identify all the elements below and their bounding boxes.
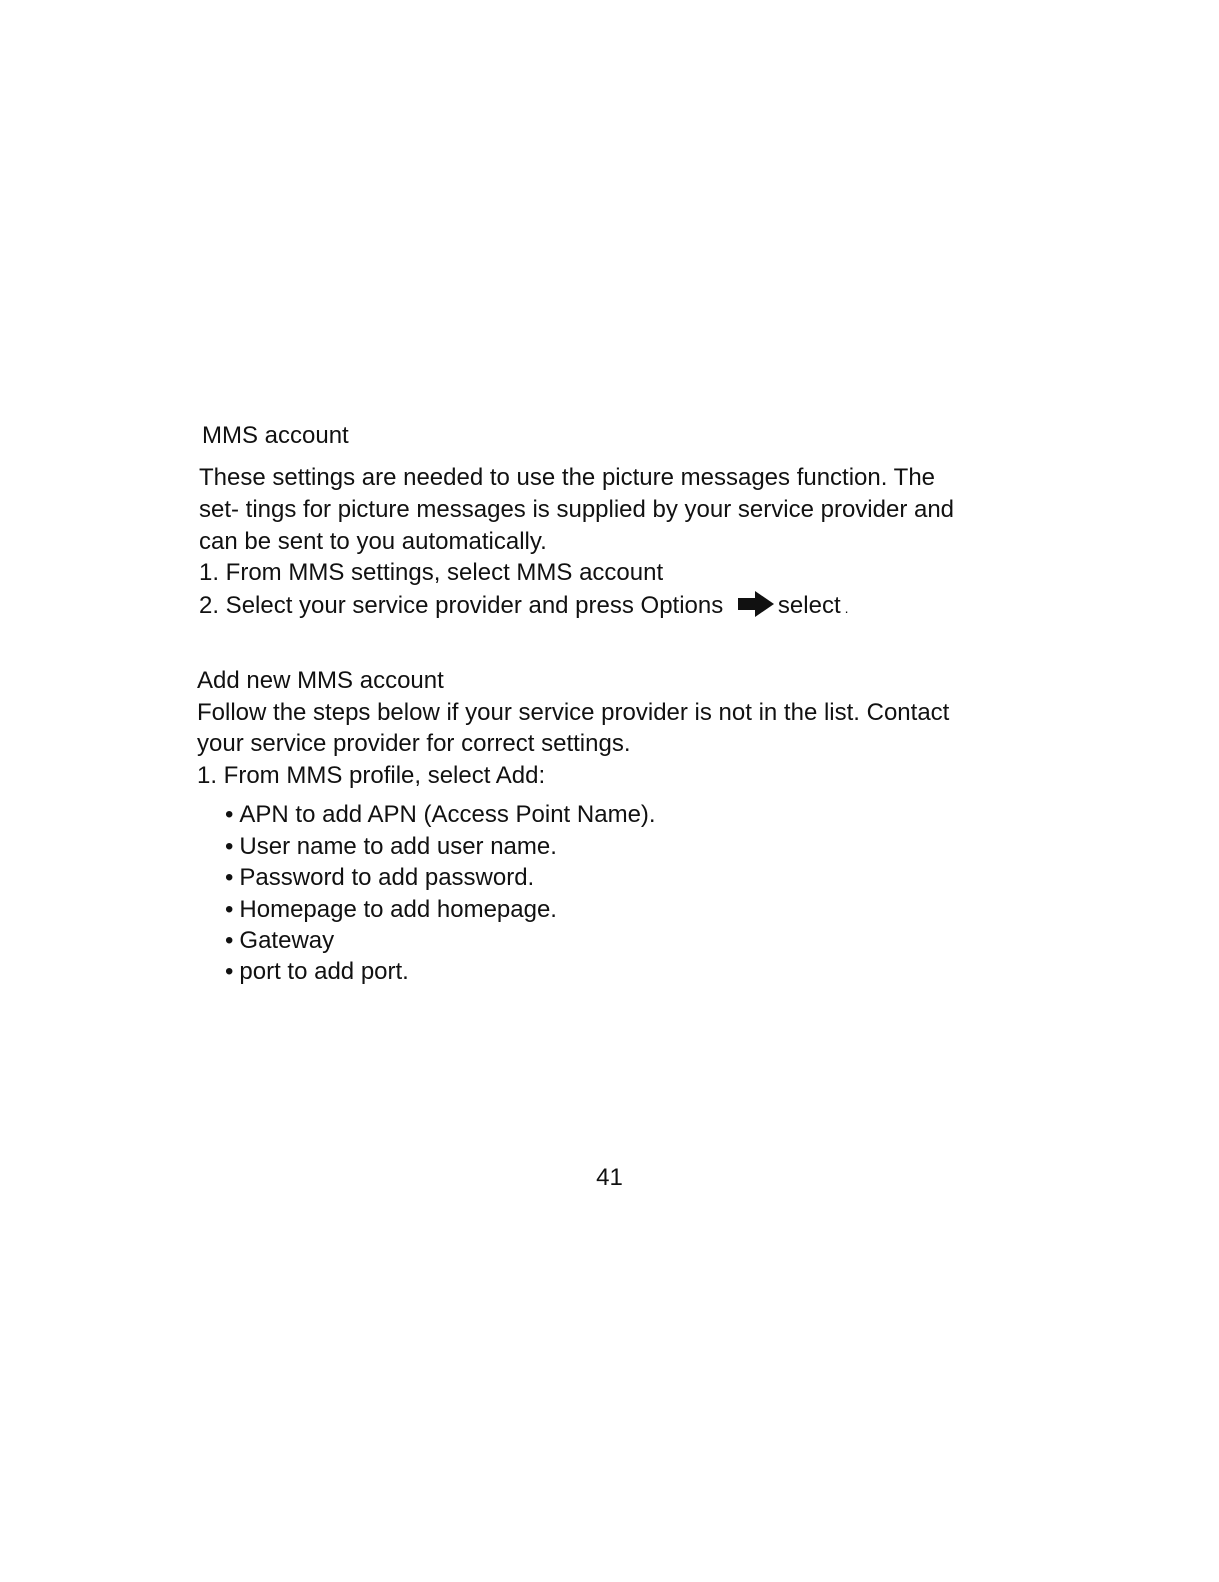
step-item: 1. From MMS profile, select Add: [197, 762, 546, 789]
step-suffix-select: select [777, 592, 841, 619]
list-item [225, 801, 656, 829]
step-end-period: . [844, 600, 849, 616]
section-heading-mms-account: MMS account [202, 422, 349, 449]
page-number: 41 [596, 1164, 623, 1191]
paragraph-line: set- tings for picture messages is supplied by your service provider and [199, 496, 955, 523]
bullet: • [225, 833, 234, 860]
section-heading-add-new-mms-account: Add new MMS account [197, 667, 444, 694]
list-item [225, 864, 534, 892]
list-item-text: port to add port. [239, 958, 409, 985]
paragraph-line: Follow the steps below if your service provider is not in the list. Contact [197, 699, 950, 726]
paragraph-line: your service provider for correct settings. [197, 730, 631, 757]
bullet: • [225, 927, 234, 954]
list-item [225, 958, 409, 986]
list-item-text: Homepage to add homepage. [239, 896, 557, 923]
list-item-text: Gateway [239, 927, 335, 954]
step-item-with-arrow [199, 591, 849, 624]
step-text: 2. Select your service provider and press Options [199, 592, 724, 619]
right-arrow-icon [738, 591, 774, 624]
list-item-text: APN to add APN (Access Point Name). [239, 801, 656, 828]
list-item [225, 833, 557, 861]
paragraph-line: can be sent to you automatically. [199, 528, 547, 555]
bullet: • [225, 896, 234, 923]
list-item [225, 927, 334, 955]
bullet: • [225, 801, 234, 828]
list-item [225, 896, 557, 924]
paragraph-line: These settings are needed to use the picture messages function. The [199, 464, 936, 491]
bullet: • [225, 864, 234, 891]
list-item-text: User name to add user name. [239, 833, 557, 860]
bullet: • [225, 958, 234, 985]
list-item-text: Password to add password. [239, 864, 535, 891]
step-item: 1. From MMS settings, select MMS account [199, 559, 664, 586]
